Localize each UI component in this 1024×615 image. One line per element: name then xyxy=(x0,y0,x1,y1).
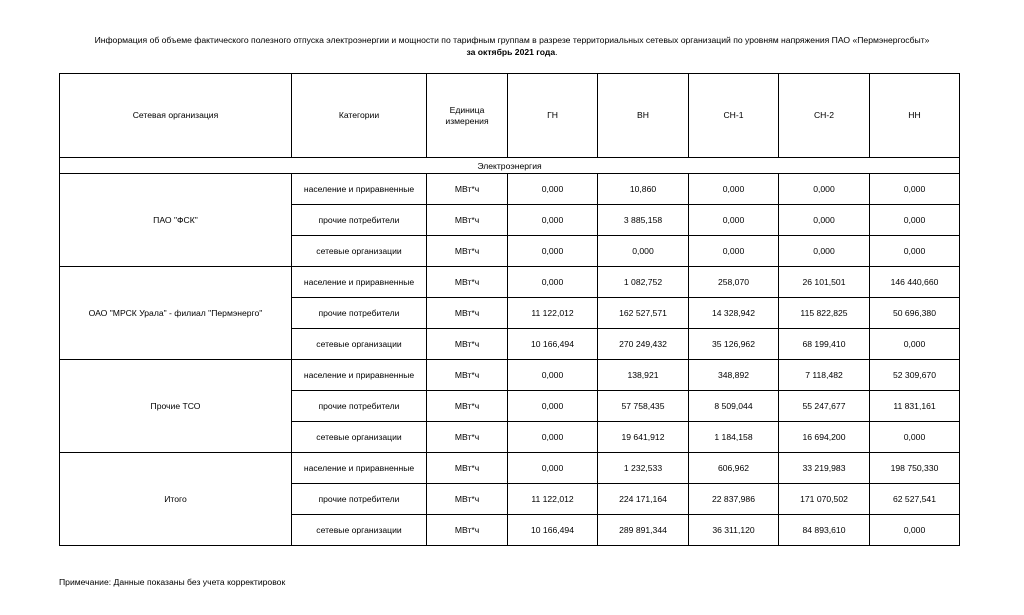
header-unit: Единица измерения xyxy=(427,74,508,158)
value-cell-sn2: 26 101,501 xyxy=(779,267,870,298)
value-cell-vn: 289 891,344 xyxy=(598,515,689,546)
unit-cell: МВт*ч xyxy=(427,484,508,515)
value-cell-nn: 0,000 xyxy=(870,236,960,267)
value-cell-vn: 0,000 xyxy=(598,236,689,267)
value-cell-sn1: 258,070 xyxy=(689,267,779,298)
value-cell-gn: 0,000 xyxy=(508,360,598,391)
value-cell-sn1: 22 837,986 xyxy=(689,484,779,515)
table-row xyxy=(60,267,960,298)
report-title-line1: Информация об объеме фактического полезного отпуска электроэнергии и мощности по тарифным группам в разрезе территориальных сетевых организаций по уровням напряжения ПАО «Пермэнергосбыт» xyxy=(94,35,930,45)
category-cell: прочие потребители xyxy=(292,205,427,236)
unit-cell: МВт*ч xyxy=(427,391,508,422)
value-cell-nn: 50 696,380 xyxy=(870,298,960,329)
value-cell-sn1: 606,962 xyxy=(689,453,779,484)
value-cell-sn2: 115 822,825 xyxy=(779,298,870,329)
value-cell-vn: 162 527,571 xyxy=(598,298,689,329)
unit-cell: МВт*ч xyxy=(427,515,508,546)
value-cell-nn: 0,000 xyxy=(870,174,960,205)
header-row xyxy=(60,74,960,158)
category-cell: сетевые организации xyxy=(292,515,427,546)
value-cell-gn: 0,000 xyxy=(508,205,598,236)
report-table xyxy=(59,73,960,546)
value-cell-gn: 0,000 xyxy=(508,391,598,422)
value-cell-gn: 11 122,012 xyxy=(508,298,598,329)
category-cell: прочие потребители xyxy=(292,391,427,422)
value-cell-nn: 11 831,161 xyxy=(870,391,960,422)
category-cell: сетевые организации xyxy=(292,236,427,267)
value-cell-sn2: 0,000 xyxy=(779,174,870,205)
unit-cell: МВт*ч xyxy=(427,267,508,298)
category-cell: прочие потребители xyxy=(292,298,427,329)
org-cell: Прочие ТСО xyxy=(60,360,292,453)
value-cell-sn2: 55 247,677 xyxy=(779,391,870,422)
unit-cell: МВт*ч xyxy=(427,453,508,484)
unit-cell: МВт*ч xyxy=(427,422,508,453)
header-category: Категории xyxy=(292,74,427,158)
table-body xyxy=(60,158,960,546)
value-cell-sn2: 16 694,200 xyxy=(779,422,870,453)
category-cell: население и приравненные xyxy=(292,174,427,205)
value-cell-gn: 0,000 xyxy=(508,422,598,453)
value-cell-sn1: 348,892 xyxy=(689,360,779,391)
header-sn1: СН-1 xyxy=(689,74,779,158)
value-cell-gn: 10 166,494 xyxy=(508,515,598,546)
value-cell-sn1: 8 509,044 xyxy=(689,391,779,422)
org-cell: ОАО "МРСК Урала" - филиал "Пермэнерго" xyxy=(60,267,292,360)
value-cell-sn2: 0,000 xyxy=(779,236,870,267)
value-cell-gn: 10 166,494 xyxy=(508,329,598,360)
value-cell-sn2: 33 219,983 xyxy=(779,453,870,484)
value-cell-vn: 1 082,752 xyxy=(598,267,689,298)
report-title-line2 xyxy=(20,46,1004,58)
value-cell-sn2: 68 199,410 xyxy=(779,329,870,360)
value-cell-sn2: 7 118,482 xyxy=(779,360,870,391)
report-period-tail: . xyxy=(555,47,558,57)
value-cell-nn: 52 309,670 xyxy=(870,360,960,391)
header-vn: ВН xyxy=(598,74,689,158)
value-cell-vn: 224 171,164 xyxy=(598,484,689,515)
value-cell-sn1: 0,000 xyxy=(689,174,779,205)
unit-cell: МВт*ч xyxy=(427,298,508,329)
value-cell-sn2: 0,000 xyxy=(779,205,870,236)
value-cell-nn: 0,000 xyxy=(870,329,960,360)
report-period: за октябрь 2021 года xyxy=(466,47,556,57)
org-cell: Итого xyxy=(60,453,292,546)
header-org: Сетевая организация xyxy=(60,74,292,158)
table-row xyxy=(60,453,960,484)
value-cell-nn: 0,000 xyxy=(870,205,960,236)
value-cell-vn: 138,921 xyxy=(598,360,689,391)
unit-cell: МВт*ч xyxy=(427,329,508,360)
value-cell-nn: 198 750,330 xyxy=(870,453,960,484)
value-cell-sn1: 36 311,120 xyxy=(689,515,779,546)
value-cell-vn: 19 641,912 xyxy=(598,422,689,453)
section-label: Электроэнергия xyxy=(60,158,960,174)
category-cell: население и приравненные xyxy=(292,360,427,391)
value-cell-sn1: 0,000 xyxy=(689,236,779,267)
value-cell-nn: 146 440,660 xyxy=(870,267,960,298)
header-gn: ГН xyxy=(508,74,598,158)
value-cell-vn: 3 885,158 xyxy=(598,205,689,236)
footnote: Примечание: Данные показаны без учета корректировок xyxy=(59,577,286,587)
unit-cell: МВт*ч xyxy=(427,236,508,267)
value-cell-gn: 0,000 xyxy=(508,267,598,298)
value-cell-gn: 0,000 xyxy=(508,236,598,267)
value-cell-sn2: 84 893,610 xyxy=(779,515,870,546)
value-cell-vn: 270 249,432 xyxy=(598,329,689,360)
category-cell: население и приравненные xyxy=(292,453,427,484)
value-cell-gn: 0,000 xyxy=(508,453,598,484)
org-cell: ПАО "ФСК" xyxy=(60,174,292,267)
category-cell: сетевые организации xyxy=(292,329,427,360)
value-cell-nn: 0,000 xyxy=(870,422,960,453)
value-cell-vn: 1 232,533 xyxy=(598,453,689,484)
unit-cell: МВт*ч xyxy=(427,205,508,236)
category-cell: сетевые организации xyxy=(292,422,427,453)
unit-cell: МВт*ч xyxy=(427,360,508,391)
category-cell: прочие потребители xyxy=(292,484,427,515)
header-sn2: СН-2 xyxy=(779,74,870,158)
value-cell-nn: 0,000 xyxy=(870,515,960,546)
header-nn: НН xyxy=(870,74,960,158)
value-cell-sn1: 1 184,158 xyxy=(689,422,779,453)
value-cell-nn: 62 527,541 xyxy=(870,484,960,515)
value-cell-sn1: 35 126,962 xyxy=(689,329,779,360)
table-row xyxy=(60,174,960,205)
value-cell-sn2: 171 070,502 xyxy=(779,484,870,515)
table-row xyxy=(60,360,960,391)
value-cell-gn: 11 122,012 xyxy=(508,484,598,515)
section-row xyxy=(60,158,960,174)
unit-cell: МВт*ч xyxy=(427,174,508,205)
category-cell: население и приравненные xyxy=(292,267,427,298)
value-cell-vn: 57 758,435 xyxy=(598,391,689,422)
value-cell-sn1: 0,000 xyxy=(689,205,779,236)
report-title xyxy=(20,34,1004,58)
value-cell-vn: 10,860 xyxy=(598,174,689,205)
value-cell-sn1: 14 328,942 xyxy=(689,298,779,329)
value-cell-gn: 0,000 xyxy=(508,174,598,205)
